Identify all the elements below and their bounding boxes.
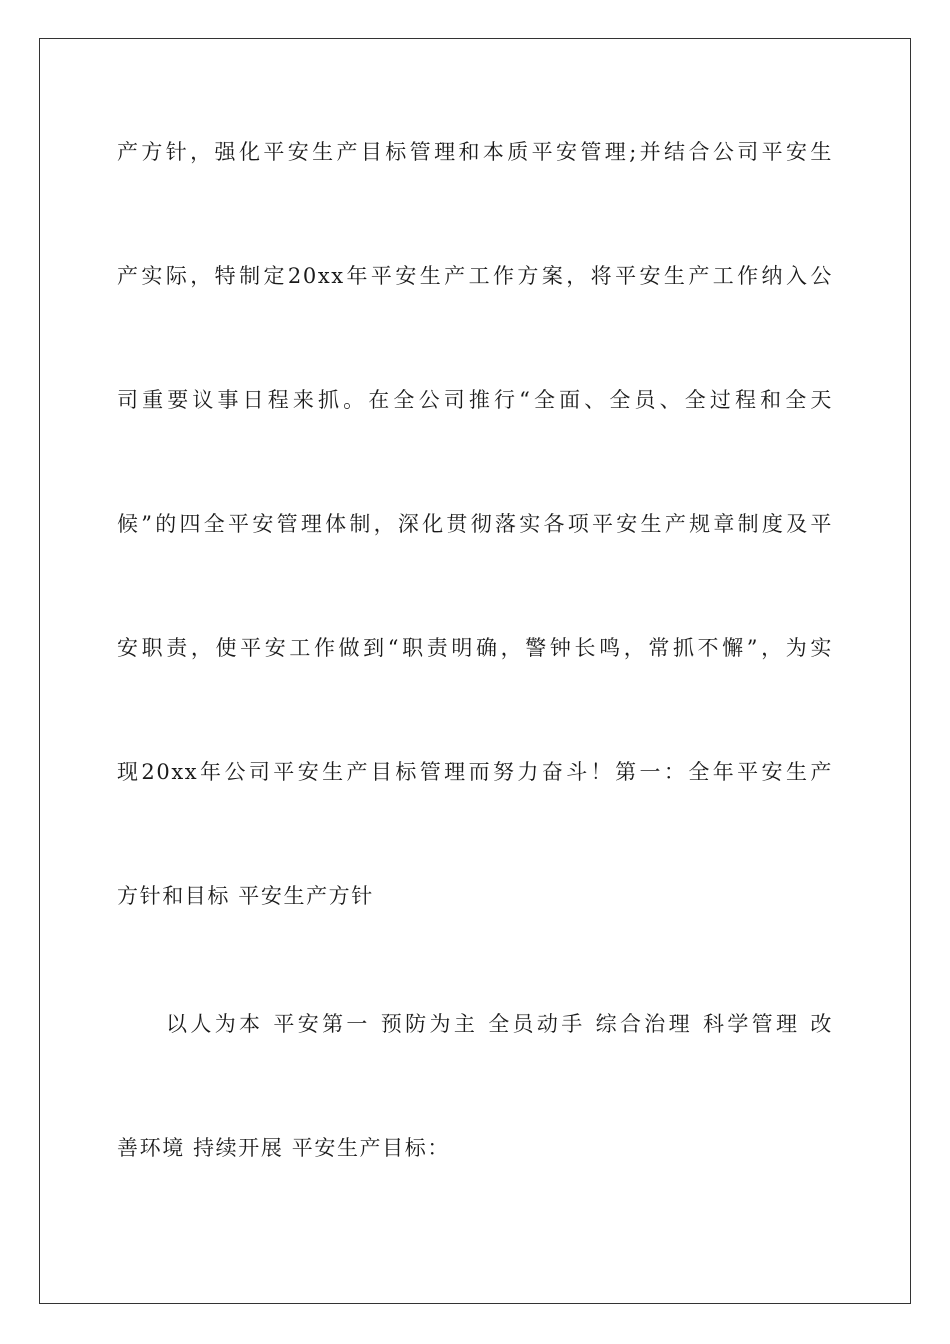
paragraph-line: 司重要议事日程来抓。在全公司推行“全面、全员、全过程和全天 [117,388,833,412]
page-border [39,38,911,1304]
paragraph-line: 产方针，强化平安生产目标管理和本质平安管理;并结合公司平安生 [117,140,833,164]
principles-line-continued: 善环境 持续开展 平安生产目标： [117,1136,450,1160]
paragraph-line: 安职责，使平安工作做到“职责明确，警钟长鸣，常抓不懈”，为实 [117,636,833,660]
paragraph-line: 候”的四全平安管理体制，深化贯彻落实各项平安生产规章制度及平 [117,512,833,536]
paragraph-line: 现20xx年公司平安生产目标管理而努力奋斗！第一：全年平安生产 [117,760,833,784]
paragraph-line: 产实际，特制定20xx年平安生产工作方案，将平安生产工作纳入公 [117,264,833,288]
section-heading-line: 方针和目标 平安生产方针 [117,884,374,908]
principles-line: 以人为本 平安第一 预防为主 全员动手 综合治理 科学管理 改 [166,1012,833,1036]
